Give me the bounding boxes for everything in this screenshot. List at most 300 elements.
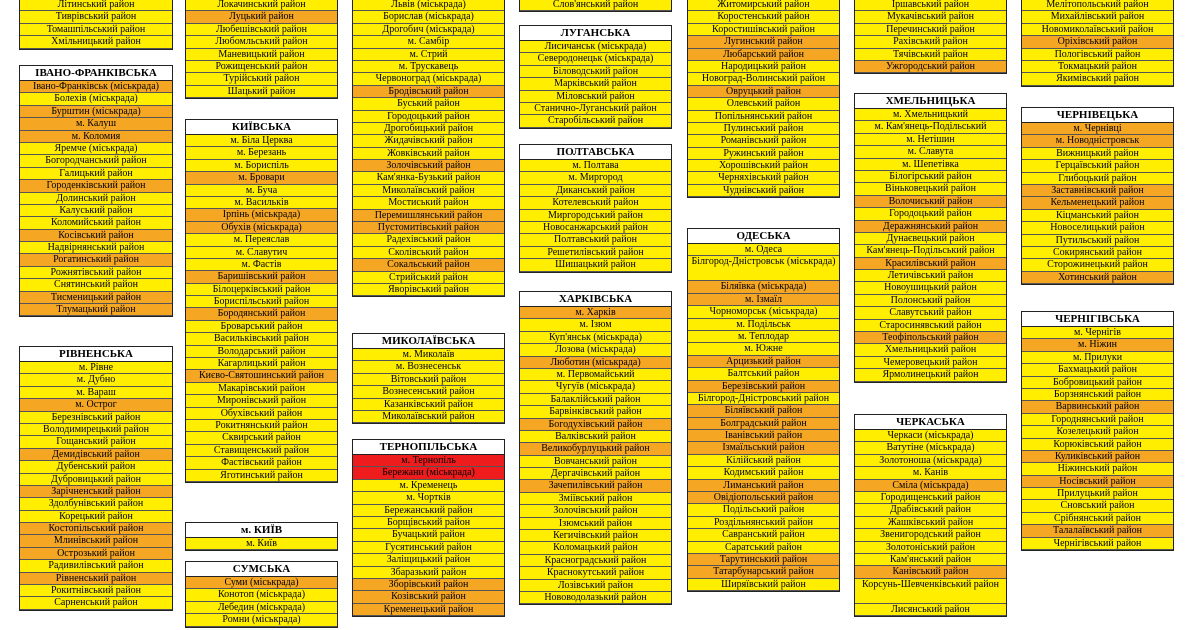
district-item: Макарівський район (186, 383, 337, 395)
district-item: Корецький район (20, 511, 172, 523)
district-item: Лиманський район (688, 480, 839, 492)
district-item: Фастівський район (186, 457, 337, 469)
district-item: Сквирський район (186, 432, 337, 444)
district-item: Романівський район (688, 135, 839, 147)
district-item: Козівський район (353, 591, 504, 603)
district-item: м. Ніжин (1022, 339, 1173, 351)
district-item: Білоцерківський район (186, 284, 337, 296)
district-item: Кам'янський район (855, 554, 1006, 566)
district-item: Казанківський район (353, 399, 504, 411)
district-item: Полонський район (855, 295, 1006, 307)
district-item: Острозький район (20, 548, 172, 560)
district-item: Кельменецький район (1022, 197, 1173, 209)
district-item: Перемишлянський район (353, 210, 504, 222)
district-item: Житомирський район (688, 0, 839, 11)
district-item: Літинський район (20, 0, 172, 11)
district-item: Галицький район (20, 168, 172, 180)
district-item: м. Ізмаїл (688, 294, 839, 306)
district-item: Долинський район (20, 193, 172, 205)
district-item: Коломацький район (520, 542, 671, 554)
district-item: Косівський район (20, 230, 172, 242)
district-item: Зборівський район (353, 579, 504, 591)
district-item: Козелецький район (1022, 426, 1173, 438)
district-item: Іршавський район (855, 0, 1006, 11)
district-item: Тиврівський район (20, 11, 172, 23)
district-list (1022, 0, 1173, 86)
district-item: Ярмолинецький район (855, 369, 1006, 381)
district-item: Попільнянський район (688, 111, 839, 123)
district-item: Бобровицький район (1022, 377, 1173, 389)
district-item: Решетилівський район (520, 247, 671, 259)
district-item: м. Хмельницький (855, 109, 1006, 121)
district-item: Сарненський район (20, 597, 172, 609)
region-lviv1 (185, 0, 338, 99)
district-item: Овідіопольський район (688, 492, 839, 504)
district-item: Баришівський район (186, 271, 337, 283)
district-item: Якимівський район (1022, 73, 1173, 85)
district-item: Городнянський район (1022, 414, 1173, 426)
district-item: Теофіпольський район (855, 332, 1006, 344)
district-item: Бережани (міськрада) (353, 467, 504, 479)
district-item: Драбівський район (855, 504, 1006, 516)
district-item: Ніжинський район (1022, 463, 1173, 475)
district-item: Віньковецький район (855, 183, 1006, 195)
district-item: Сторожинецький район (1022, 259, 1173, 271)
district-item: Саратський район (688, 542, 839, 554)
district-item: Золотоніський район (855, 542, 1006, 554)
district-item: м. Калуш (20, 118, 172, 130)
district-item: Балтський район (688, 368, 839, 380)
district-item: Володарський район (186, 346, 337, 358)
region-kyivska (185, 119, 338, 483)
district-item: Володимирецький район (20, 424, 172, 436)
region-zhytomyr (687, 0, 840, 198)
district-item: м. Острог (20, 399, 172, 411)
district-item: Жашківський район (855, 517, 1006, 529)
district-item: Вітовський район (353, 374, 504, 386)
district-item: Коростишівський район (688, 24, 839, 36)
district-item: Лозівський район (520, 580, 671, 592)
district-item: Міловський район (520, 91, 671, 103)
district-item: Звенигородський район (855, 529, 1006, 541)
district-item: Рівненський район (20, 573, 172, 585)
region-title: ПОЛТАВСЬКА (520, 145, 671, 160)
district-item: Мукачівський район (855, 11, 1006, 23)
district-item: м. Нетішин (855, 134, 1006, 146)
district-item: Чорноморськ (міськрада) (688, 306, 839, 318)
region-cherkasy (854, 414, 1007, 617)
district-list (20, 81, 172, 316)
district-item: Сокирянський район (1022, 247, 1173, 259)
district-list (20, 0, 172, 49)
region-ternopil (352, 439, 505, 617)
district-item: м. Одеса (688, 244, 839, 256)
district-list (688, 0, 839, 197)
district-item: м. Славута (855, 146, 1006, 158)
district-item: м. Стрий (353, 49, 504, 61)
region-khm-top (19, 0, 173, 50)
district-item: Ставищенський район (186, 445, 337, 457)
district-item: Києво-Святошинський район (186, 370, 337, 382)
district-item: Тлумацький район (20, 304, 172, 316)
district-item: Кам'янець-Подільський район (855, 245, 1006, 257)
district-item: м. Канів (855, 467, 1006, 479)
district-item: Талалаївський район (1022, 525, 1173, 537)
district-item: Варвинський район (1022, 401, 1173, 413)
district-item: Обухів (міськрада) (186, 222, 337, 234)
district-item: Ірпінь (міськрада) (186, 209, 337, 221)
district-list (353, 0, 504, 296)
district-item: Білгород-Дністровськ (міськрада) (688, 256, 839, 281)
district-list (186, 577, 337, 627)
district-item: Перечинський район (855, 24, 1006, 36)
district-list (855, 430, 1006, 616)
district-item: Бродівський район (353, 86, 504, 98)
district-item: м. Кременець (353, 480, 504, 492)
district-item: Яготинський район (186, 470, 337, 482)
district-item: Любарський район (688, 49, 839, 61)
district-item: Білгород-Дністровський район (688, 393, 839, 405)
district-item: Любешівський район (186, 24, 337, 36)
region-chernivtsi (1021, 107, 1174, 285)
district-item: Станично-Луганський район (520, 103, 671, 115)
district-item: Ружинський район (688, 148, 839, 160)
district-item: Зачепилівський район (520, 480, 671, 492)
district-item: Канівський район (855, 566, 1006, 578)
district-item: Збаразький район (353, 567, 504, 579)
district-item: Хорошівський район (688, 160, 839, 172)
district-item: Турійський район (186, 73, 337, 85)
region-mykolaiv (352, 333, 505, 424)
district-item: Волочиський район (855, 196, 1006, 208)
district-item: Ізмаїльський район (688, 442, 839, 454)
district-item: Бучацький район (353, 529, 504, 541)
district-list (186, 135, 337, 482)
district-item: Костопільський район (20, 523, 172, 535)
district-item: Носівський район (1022, 476, 1173, 488)
district-item: Северодонецьк (міськрада) (520, 53, 671, 65)
district-item: Старобільський район (520, 115, 671, 127)
district-item: Люботин (міськрада) (520, 357, 671, 369)
district-item: Богородчанський район (20, 155, 172, 167)
district-item: Дергачівський район (520, 468, 671, 480)
district-item: Дрогобицький район (353, 123, 504, 135)
district-item: Чуднівський район (688, 185, 839, 197)
district-item: Красноградський район (520, 555, 671, 567)
region-title: ХАРКІВСЬКА (520, 292, 671, 307)
district-item: м. Полтава (520, 160, 671, 172)
region-ivano (19, 65, 173, 317)
district-item: Подільський район (688, 504, 839, 516)
district-item: Васильківський район (186, 333, 337, 345)
district-item: Кегичівський район (520, 530, 671, 542)
district-item: Прилуцький район (1022, 488, 1173, 500)
district-item: Бородянський район (186, 308, 337, 320)
district-item: Коростенський район (688, 11, 839, 23)
district-item: м. Біла Церква (186, 135, 337, 147)
district-list (855, 109, 1006, 382)
district-item: Червоноград (міськрада) (353, 73, 504, 85)
district-item: Бориспільський район (186, 296, 337, 308)
district-item: м. Бровари (186, 172, 337, 184)
region-title: РІВНЕНСЬКА (20, 347, 172, 362)
district-item: Івано-Франківськ (міськрада) (20, 81, 172, 93)
district-item: Обухівський район (186, 408, 337, 420)
district-item: Мостиський район (353, 197, 504, 209)
district-item: Бахмацький район (1022, 364, 1173, 376)
district-item: Жовківський район (353, 148, 504, 160)
district-item: Радехівський район (353, 234, 504, 246)
district-item: Суми (міськрада) (186, 577, 337, 589)
district-item: м. Фастів (186, 259, 337, 271)
district-item: Черняхівський район (688, 172, 839, 184)
district-item: Золочівський район (353, 160, 504, 172)
district-item: м. Васильків (186, 197, 337, 209)
district-item: Савранський район (688, 529, 839, 541)
district-item: м. Миколаїв (353, 349, 504, 361)
district-item: м. Чернівці (1022, 123, 1173, 135)
district-item: Черкаси (міськрада) (855, 430, 1006, 442)
district-list (353, 455, 504, 616)
district-list (520, 160, 671, 272)
district-item: Бережанський район (353, 505, 504, 517)
district-item: Чугуїв (міськрада) (520, 381, 671, 393)
district-item: Рокитнянський район (186, 420, 337, 432)
district-item: Краснокутський район (520, 567, 671, 579)
district-item: Заліщицький район (353, 554, 504, 566)
district-item: Біляївський район (688, 405, 839, 417)
district-item: Марківський район (520, 78, 671, 90)
region-title: СУМСЬКА (186, 562, 337, 577)
region-title: ТЕРНОПІЛЬСЬКА (353, 440, 504, 455)
region-kyiv (185, 522, 338, 551)
district-item: Городоцький район (855, 208, 1006, 220)
district-item: Дубровицький район (20, 474, 172, 486)
district-item: Дубенський район (20, 461, 172, 473)
region-title: ХМЕЛЬНИЦЬКА (855, 94, 1006, 109)
region-kharkiv (519, 291, 672, 605)
district-item: Пустомитівський район (353, 222, 504, 234)
district-item: Валківський район (520, 431, 671, 443)
district-item: Жидачівський район (353, 135, 504, 147)
district-item: Богодухівський район (520, 419, 671, 431)
district-item: Срібнянський район (1022, 513, 1173, 525)
district-item: Броварський район (186, 321, 337, 333)
district-item: Борщівський район (353, 517, 504, 529)
district-item: Ромни (міськрада) (186, 614, 337, 626)
district-item: Стрийський район (353, 272, 504, 284)
district-item: Деражнянський район (855, 221, 1006, 233)
district-item: Вознесенський район (353, 386, 504, 398)
district-item: Здолбунівський район (20, 498, 172, 510)
district-item: м. Миргород (520, 172, 671, 184)
district-item: Гусятинський район (353, 542, 504, 554)
district-item: Ізюмський район (520, 518, 671, 530)
district-item: Рахівський район (855, 36, 1006, 48)
district-item: Кіцманський район (1022, 210, 1173, 222)
district-item: м. Кам'янець-Подільський (855, 121, 1006, 133)
district-item: Арцизький район (688, 356, 839, 368)
district-item: Лозова (міськрада) (520, 344, 671, 356)
district-item: м. Славутич (186, 247, 337, 259)
district-item: Коломийський район (20, 217, 172, 229)
district-list (1022, 327, 1173, 550)
district-item: Біляївка (міськрада) (688, 281, 839, 293)
district-item: Городищенський район (855, 492, 1006, 504)
district-item: Зміївський район (520, 493, 671, 505)
district-item: Сновський район (1022, 500, 1173, 512)
district-item: Шишацький район (520, 259, 671, 271)
district-item: м. Ізюм (520, 319, 671, 331)
district-item: Новоселицький район (1022, 222, 1173, 234)
district-item: Миколаївський район (353, 185, 504, 197)
district-item: Хотинський район (1022, 272, 1173, 284)
district-list (520, 41, 671, 128)
district-item: Чернігівський район (1022, 538, 1173, 550)
region-lviv2 (352, 0, 505, 297)
district-item: м. Прилуки (1022, 352, 1173, 364)
district-item: Куликівський район (1022, 451, 1173, 463)
district-item: Герцаївський район (1022, 160, 1173, 172)
district-item: Нововодолазький район (520, 592, 671, 604)
district-item: Лебедин (міськрада) (186, 602, 337, 614)
district-item: Полтавський район (520, 234, 671, 246)
district-item: Рожнятівський район (20, 267, 172, 279)
district-item: Березівський район (688, 381, 839, 393)
district-item: м. Рівне (20, 362, 172, 374)
district-item: Тисменицький район (20, 292, 172, 304)
district-item: Радивилівський район (20, 560, 172, 572)
district-item: Рокитнівський район (20, 585, 172, 597)
district-item: Болградський район (688, 418, 839, 430)
district-item: Рогатинський район (20, 254, 172, 266)
district-item: Новоушицький район (855, 282, 1006, 294)
district-item: Славутський район (855, 307, 1006, 319)
district-item: Ширяївський район (688, 579, 839, 591)
region-donetsk (519, 0, 672, 12)
region-chernihiv (1021, 311, 1174, 551)
district-item: м. Дубно (20, 374, 172, 386)
district-item: Городоцький район (353, 111, 504, 123)
district-list (186, 538, 337, 550)
region-title: ІВАНО-ФРАНКІВСЬКА (20, 66, 172, 81)
district-item: Старосинявський район (855, 320, 1006, 332)
district-item: Борислав (міськрада) (353, 11, 504, 23)
region-title: ЧЕРНІВЕЦЬКА (1022, 108, 1173, 123)
district-item: Миколаївський район (353, 411, 504, 423)
region-title: КИЇВСЬКА (186, 120, 337, 135)
region-poltava (519, 144, 672, 273)
district-item: Кам'янка-Бузький район (353, 172, 504, 184)
district-item: Котелевський район (520, 197, 671, 209)
district-item: Демидівський район (20, 449, 172, 461)
district-item: Куп'янськ (міськрада) (520, 332, 671, 344)
district-item: Яворівський район (353, 284, 504, 296)
district-item: м. Чернігів (1022, 327, 1173, 339)
district-item: Роздільнянський район (688, 517, 839, 529)
district-item: Чемеровецький район (855, 357, 1006, 369)
district-item: Біловодський район (520, 66, 671, 78)
district-item: м. Київ (186, 538, 337, 550)
region-luhansk (519, 25, 672, 129)
district-item: Городенківський район (20, 180, 172, 192)
district-item: Новоград-Волинський район (688, 73, 839, 85)
region-odesa (687, 228, 840, 592)
district-item: Шацький район (186, 86, 337, 98)
district-item: Любомльський район (186, 36, 337, 48)
district-item: Летичівський район (855, 270, 1006, 282)
district-item: Балаклійський район (520, 394, 671, 406)
district-item: Тарутинський район (688, 554, 839, 566)
district-item: Олевський район (688, 98, 839, 110)
district-list (520, 0, 671, 11)
district-item: Народицький район (688, 61, 839, 73)
district-item: Лисянський район (855, 604, 1006, 616)
district-item: Луцький район (186, 11, 337, 23)
district-item: Рожищенський район (186, 61, 337, 73)
district-item: Дрогобич (міськрада) (353, 24, 504, 36)
district-list (688, 244, 839, 591)
district-list (1022, 123, 1173, 284)
region-zakarpattia (854, 0, 1007, 74)
district-item: Білогірський район (855, 171, 1006, 183)
district-list (353, 349, 504, 423)
district-item: м. Трускавець (353, 61, 504, 73)
district-item: Сокальський район (353, 259, 504, 271)
district-item: Надвірнянський район (20, 242, 172, 254)
district-list (20, 362, 172, 610)
district-item: Кодимський район (688, 467, 839, 479)
district-item: Барвінківський район (520, 406, 671, 418)
region-title: МИКОЛАЇВСЬКА (353, 334, 504, 349)
district-item: Татарбунарський район (688, 566, 839, 578)
district-list (855, 0, 1006, 73)
district-item: Болехів (міськрада) (20, 93, 172, 105)
district-item: Борзнянський район (1022, 389, 1173, 401)
district-item: Лисичанськ (міськрада) (520, 41, 671, 53)
district-item: м. Вознесенськ (353, 361, 504, 373)
district-item: м. Березань (186, 147, 337, 159)
district-item: Корюківський район (1022, 439, 1173, 451)
district-item: м. Вараш (20, 387, 172, 399)
district-item: м. Подільськ (688, 319, 839, 331)
district-item: Сколівський район (353, 247, 504, 259)
district-item: Хмільницький район (20, 36, 172, 48)
district-item: м. Чортків (353, 492, 504, 504)
district-item: Вовчанський район (520, 456, 671, 468)
district-item: Львів (міськрада) (353, 0, 504, 11)
district-item: Слов'янський район (520, 0, 671, 11)
district-item: Буський район (353, 98, 504, 110)
district-item: м. Буча (186, 185, 337, 197)
district-item: м. Теплодар (688, 331, 839, 343)
district-item: Тячівський район (855, 49, 1006, 61)
district-item: Оріхівський район (1022, 36, 1173, 48)
district-item: Локачинський район (186, 0, 337, 11)
district-item: Ужгородський район (855, 61, 1006, 73)
district-item: м. Самбір (353, 36, 504, 48)
district-item: Вижницький район (1022, 148, 1173, 160)
district-item: м. Южне (688, 343, 839, 355)
district-item: Яремче (міськрада) (20, 143, 172, 155)
district-item: Гощанський район (20, 436, 172, 448)
district-item: Сміла (міськрада) (855, 480, 1006, 492)
region-title: ЧЕРНІГІВСЬКА (1022, 312, 1173, 327)
district-item: Пологівський район (1022, 49, 1173, 61)
district-item: Кременецький район (353, 604, 504, 616)
region-title: ЛУГАНСЬКА (520, 26, 671, 41)
district-item: Зарічненський район (20, 486, 172, 498)
